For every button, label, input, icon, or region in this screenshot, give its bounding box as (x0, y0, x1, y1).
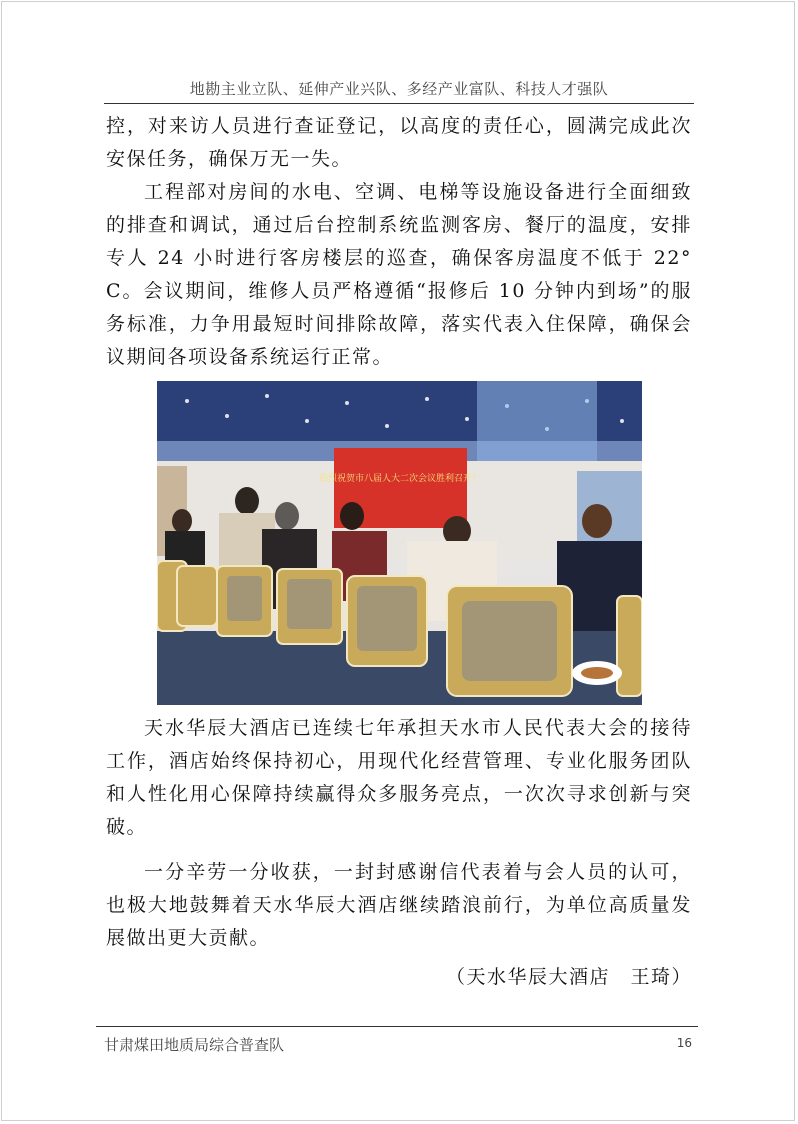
paragraph-3: 天水华辰大酒店已连续七年承担天水市人民代表大会的接待工作，酒店始终保持初心，用现代化经营管理、专业化服务团队和人性化用心保障持续赢得众多服务亮点，一次次寻求创新与突破。 (106, 717, 692, 838)
page-number: 16 (676, 1036, 692, 1050)
author-signature: （天水华辰大酒店 王琦） (445, 966, 692, 988)
footer-rule (96, 1026, 698, 1027)
paragraph-2: 工程部对房间的水电、空调、电梯等设施设备进行全面细致的排查和调试，通过后台控制系统监测客房、餐厅的温度，安排专人 24 小时进行客房楼层的巡查，确保客房温度不低于 22° C。会议期间，维修人员严格遵循“报修后 10 分钟内到场”的服务标准，力争用最短时间排除故障，落实代表入住保障，确保会议期间各项设备系统运行正常。 (106, 181, 692, 368)
header-rule (104, 103, 694, 104)
footer-organization: 甘肃煤田地质局综合普查队 (104, 1036, 285, 1054)
banquet-photo (157, 381, 642, 705)
running-header: 地勘主业立队、延伸产业兴队、多经产业富队、科技人才强队 (189, 80, 609, 98)
paragraph-4: 一分辛劳一分收获，一封封感谢信代表着与会人员的认可，也极大地鼓舞着天水华辰大酒店继续踏浪前行，为单位高质量发展做出更大贡献。 (106, 861, 692, 949)
banner-text: 热烈祝贺市八届人大二次会议胜利召开！ (318, 473, 482, 483)
paragraph-1: 控，对来访人员进行查证登记，以高度的责任心，圆满完成此次安保任务，确保万无一失。 (106, 115, 692, 170)
